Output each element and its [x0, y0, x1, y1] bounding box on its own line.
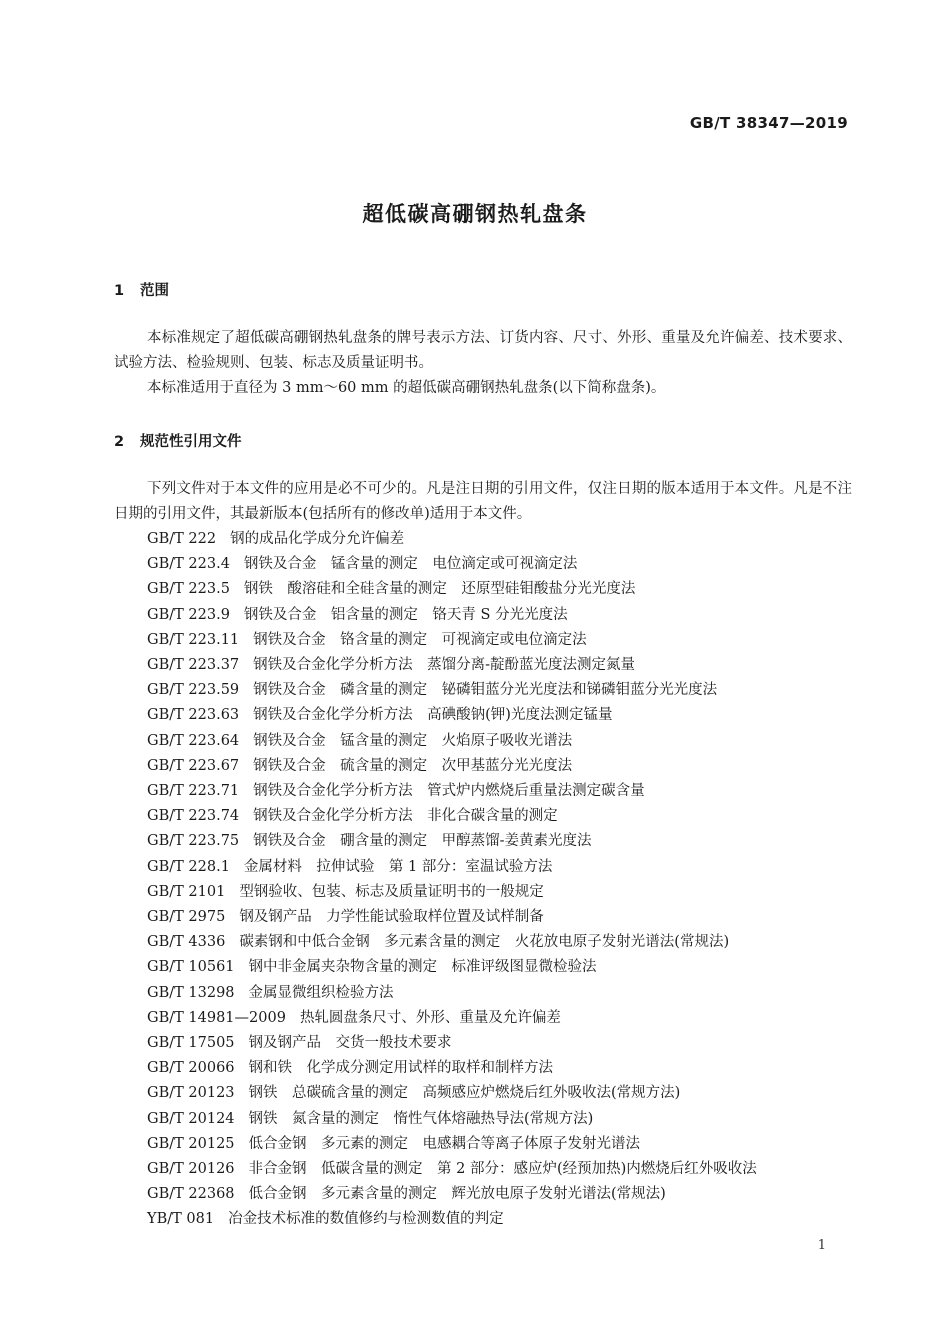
reference-code: GB/T 17505	[147, 1035, 235, 1052]
reference-item	[147, 577, 757, 602]
reference-title: 碳素钢和中低合金钢 多元素含量的测定 火花放电原子发射光谱法(常规法)	[239, 934, 730, 951]
reference-item	[147, 653, 757, 678]
section-heading-scope	[114, 279, 169, 300]
reference-code: GB/T 222	[147, 531, 217, 547]
reference-list	[147, 527, 757, 1233]
reference-code: GB/T 10561	[147, 959, 235, 976]
reference-code: GB/T 223.63	[147, 707, 240, 724]
reference-code: GB/T 223.71	[147, 783, 240, 800]
reference-code: GB/T 223.11	[147, 631, 240, 648]
section-heading-normative-references	[114, 430, 242, 451]
reference-item	[147, 703, 757, 728]
reference-code: GB/T 14981—2009	[147, 1009, 286, 1026]
reference-code: YB/T 081	[147, 1211, 215, 1228]
reference-title: 低合金钢 多元素的测定 电感耦合等离子体原子发射光谱法	[248, 1135, 641, 1152]
reference-item	[147, 905, 757, 930]
scope-paragraph: 本标准规定了超低碳高硼钢热轧盘条的牌号表示方法、订货内容、尺寸、外形、重量及允许偏差、技术要求、试验方法、检验规则、包装、标志及质量证明书。	[114, 330, 852, 371]
reference-title: 型钢验收、包装、标志及质量证明书的一般规定	[239, 883, 544, 900]
reference-item	[147, 527, 757, 552]
reference-code: GB/T 20125	[147, 1135, 235, 1152]
reference-title: 钢中非金属夹杂物含量的测定 标准评级图显微检验法	[248, 959, 597, 976]
reference-title: 钢及钢产品 力学性能试验取样位置及试样制备	[239, 909, 544, 926]
reference-code: GB/T 2975	[147, 909, 226, 926]
reference-code: GB/T 20066	[147, 1060, 235, 1077]
reference-title: 钢铁及合金 硼含量的测定 甲醇蒸馏-姜黄素光度法	[253, 833, 592, 850]
reference-title: 钢铁及合金化学分析方法 蒸馏分离-靛酚蓝光度法测定氮量	[253, 657, 636, 674]
reference-code: GB/T 223.4	[147, 556, 230, 573]
reference-code: GB/T 22368	[147, 1186, 235, 1203]
reference-item	[147, 628, 757, 653]
reference-item	[147, 930, 757, 955]
reference-code: GB/T 228.1	[147, 858, 230, 875]
reference-title: 金属显微组织检验方法	[248, 984, 394, 1001]
reference-title: 钢铁及合金 铝含量的测定 铬天青 S 分光光度法	[243, 606, 568, 623]
reference-title: 钢铁及合金化学分析方法 管式炉内燃烧后重量法测定碳含量	[253, 783, 645, 800]
reference-title: 金属材料 拉伸试验 第 1 部分：室温试验方法	[243, 858, 553, 875]
reference-item	[147, 779, 757, 804]
reference-title: 钢及钢产品 交货一般技术要求	[248, 1035, 452, 1052]
reference-item	[147, 1132, 757, 1157]
reference-title: 钢铁 总碳硫含量的测定 高频感应炉燃烧后红外吸收法(常规方法)	[248, 1085, 681, 1102]
reference-item	[147, 981, 757, 1006]
reference-code: GB/T 223.9	[147, 606, 230, 623]
section-number: 1	[114, 283, 125, 299]
reference-title: 钢铁及合金化学分析方法 高碘酸钠(钾)光度法测定锰量	[253, 707, 613, 724]
reference-title: 钢铁 氮含量的测定 惰性气体熔融热导法(常规方法)	[248, 1110, 594, 1127]
reference-item	[147, 1081, 757, 1106]
reference-code: GB/T 13298	[147, 984, 235, 1001]
section-title: 规范性引用文件	[140, 434, 242, 450]
reference-code: GB/T 4336	[147, 934, 226, 951]
reference-item	[147, 829, 757, 854]
reference-item	[147, 855, 757, 880]
reference-item	[147, 754, 757, 779]
reference-item	[147, 880, 757, 905]
references-intro-paragraph: 下列文件对于本文件的应用是必不可少的。凡是注日期的引用文件，仅注日期的版本适用于本文件。凡是不注日期的引用文件，其最新版本(包括所有的修改单)适用于本文件。	[114, 481, 852, 522]
reference-title: 钢铁及合金 硫含量的测定 次甲基蓝分光光度法	[253, 757, 573, 774]
reference-item	[147, 1031, 757, 1056]
reference-item	[147, 1107, 757, 1132]
section-title: 范围	[140, 283, 169, 299]
reference-title: 冶金技术标准的数值修约与检测数值的判定	[228, 1211, 504, 1228]
reference-title: 热轧圆盘条尺寸、外形、重量及允许偏差	[299, 1009, 561, 1026]
reference-item	[147, 1182, 757, 1207]
reference-item	[147, 955, 757, 980]
reference-title: 钢铁及合金 磷含量的测定 铋磷钼蓝分光光度法和锑磷钼蓝分光光度法	[253, 682, 718, 699]
reference-title: 钢铁及合金 铬含量的测定 可视滴定或电位滴定法	[253, 631, 587, 648]
standard-code: GB/T 38347—2019	[689, 114, 848, 132]
reference-title: 钢的成品化学成分允许偏差	[230, 531, 405, 547]
reference-item	[147, 1157, 757, 1182]
section-number: 2	[114, 434, 125, 450]
reference-code: GB/T 223.64	[147, 732, 240, 749]
reference-title: 钢铁 酸溶硅和全硅含量的测定 还原型硅钼酸盐分光光度法	[243, 581, 636, 598]
scope-paragraph: 本标准适用于直径为 3 mm～60 mm 的超低碳高硼钢热轧盘条(以下简称盘条)。	[147, 380, 666, 396]
reference-code: GB/T 2101	[147, 883, 226, 900]
reference-title: 钢铁及合金 锰含量的测定 火焰原子吸收光谱法	[253, 732, 573, 749]
reference-code: GB/T 223.59	[147, 682, 240, 699]
reference-code: GB/T 20123	[147, 1085, 235, 1102]
reference-title: 非合金钢 低碳含量的测定 第 2 部分：感应炉(经预加热)内燃烧后红外吸收法	[248, 1161, 757, 1178]
reference-title: 钢铁及合金化学分析方法 非化合碳含量的测定	[253, 808, 558, 825]
reference-code: GB/T 223.37	[147, 657, 240, 674]
reference-item	[147, 1006, 757, 1031]
page-number: 1	[817, 1238, 826, 1253]
reference-code: GB/T 223.74	[147, 808, 240, 825]
reference-title: 钢和铁 化学成分测定用试样的取样和制样方法	[248, 1060, 554, 1077]
reference-item	[147, 804, 757, 829]
reference-item	[147, 552, 757, 577]
reference-title: 低合金钢 多元素含量的测定 辉光放电原子发射光谱法(常规法)	[248, 1186, 666, 1203]
document-title: 超低碳高硼钢热轧盘条	[362, 202, 588, 226]
reference-title: 钢铁及合金 锰含量的测定 电位滴定或可视滴定法	[243, 556, 578, 573]
reference-code: GB/T 20124	[147, 1110, 235, 1127]
reference-code: GB/T 223.5	[147, 581, 230, 598]
reference-item	[147, 1056, 757, 1081]
reference-code: GB/T 223.67	[147, 757, 240, 774]
reference-code: GB/T 20126	[147, 1161, 235, 1178]
reference-item	[147, 603, 757, 628]
reference-item	[147, 729, 757, 754]
reference-item	[147, 1207, 757, 1232]
reference-item	[147, 678, 757, 703]
reference-code: GB/T 223.75	[147, 833, 240, 850]
